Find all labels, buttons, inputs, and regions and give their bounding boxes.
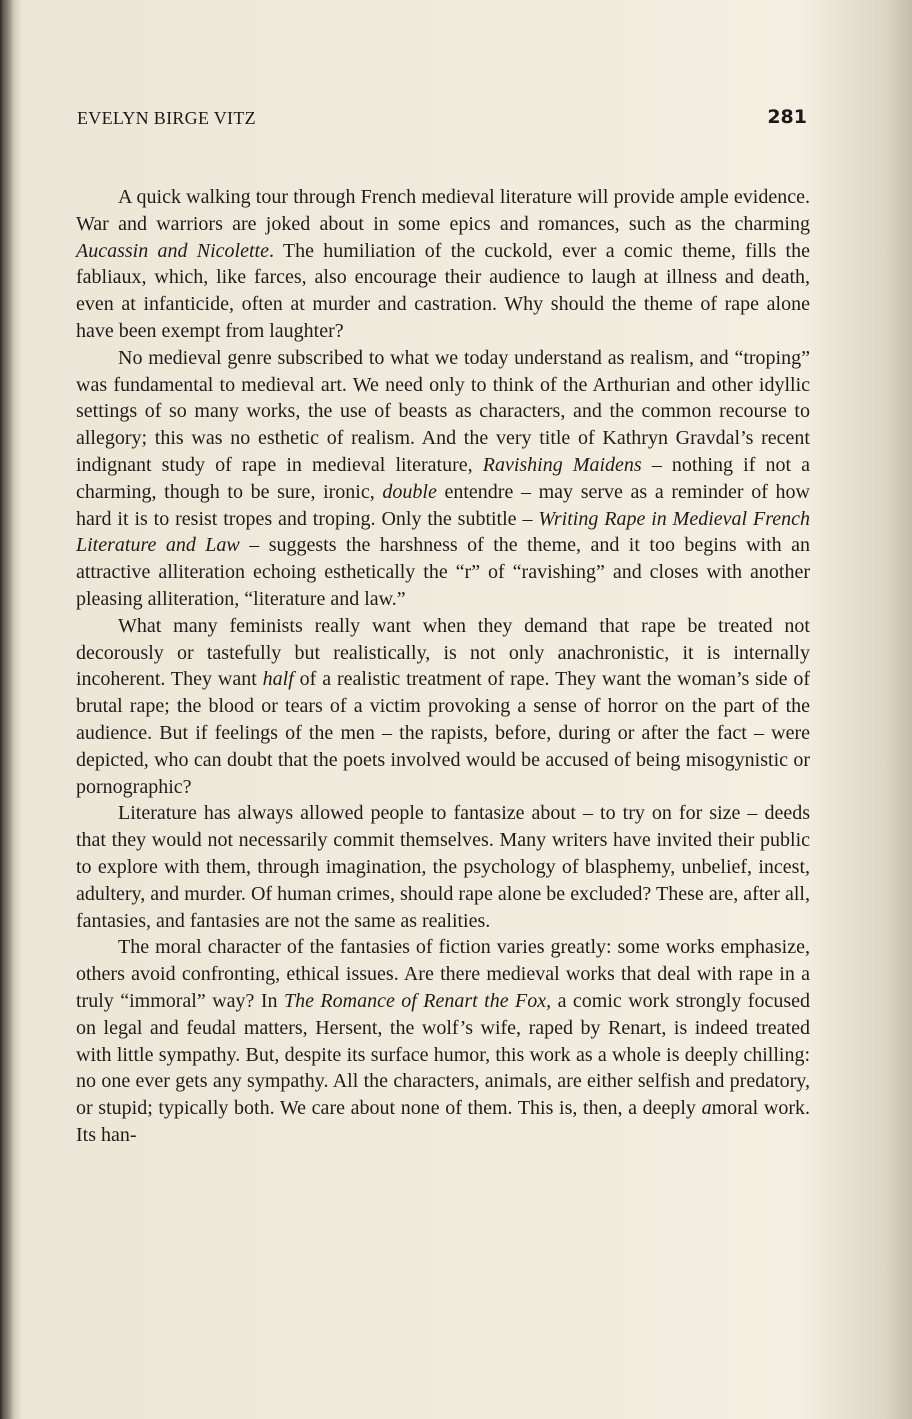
page-header xyxy=(77,108,807,134)
text-run: of a realistic treatment of rape. They want the woman’s side of brutal rape; the blood or tears of a victim provoking a sense of horror on the part of the audience. But if feelings of the men – the rapists, before, during or after the fact – were depicted, who can doubt that the poets involved would be accused of being misogynistic or pornographic? xyxy=(76,668,810,798)
italic-text: Ravishing Maidens xyxy=(482,453,642,476)
text-run: . The humiliation of the cuckold, ever a comic theme, fills the fabliaux, which, like farces, also encourage their audience to laugh at illness and death, even at infanticide, often at murder and castration. Why should the theme of rape alone have been exempt from laughter? xyxy=(76,239,810,342)
text-run: No medieval genre subscribed to what we today understand as realism, and “troping” was fundamental to medieval art. We need only to think of the Arthurian and other idyllic settings of so many works, the use of beasts as characters, and the common recourse to allegory; this was no esthetic of realism. And the very title of Kathryn Gravdal’s recent indignant study of rape in medieval literature, xyxy=(76,346,810,476)
binding-gutter-shadow xyxy=(0,0,14,1419)
text-run: entendre – may serve as a reminder of how hard it is to resist tropes and troping. Only the subtitle – xyxy=(76,480,810,530)
italic-text: double xyxy=(382,480,437,503)
text-run: – suggests the harshness of the theme, and it too begins with an attractive alliteration echoing esthetically the “r” of “ravishing” and closes with another pleasing alliteration, “literature and law.” xyxy=(76,534,811,610)
italic-text: Aucassin and Nicolette xyxy=(76,239,269,262)
text-run: a comic work strongly focused on legal and feudal matters, Hersent, the wolf’s wife, raped by Renart, is indeed treated with little sympathy. But, despite its surface humor, this work as a whole is deeply chilling: no one ever gets any sympathy. All the characters, animals, are either selfish and predatory, or stupid; typically both. We care about none of them. This is, then, a deeply xyxy=(76,989,810,1120)
italic-text: a xyxy=(701,1097,712,1120)
running-head: EVELYN BIRGE VITZ xyxy=(77,108,256,128)
text-run: The moral character of the fantasies of fiction varies greatly: some works emphasize, others avoid confronting, ethical issues. Are there medieval works that deal with rape in a truly “immoral” way? In xyxy=(76,936,810,1012)
italic-text: The Romance of Renart the Fox, xyxy=(283,989,552,1012)
italic-text: Writing Rape in Medieval French Literature and Law xyxy=(76,507,810,557)
text-run: What many feminists really want when they demand that rape be treated not decorously or tastefully but realistically, is not only anachronistic, it is internally incoherent. They want xyxy=(76,614,810,691)
paragraph xyxy=(76,345,810,613)
italic-text: half xyxy=(262,668,294,691)
text-run: A quick walking tour through French medieval literature will provide ample evidence. War and warriors are joked about in some epics and romances, such as the charming xyxy=(76,186,810,235)
paragraph xyxy=(76,800,810,934)
page-number: 281 xyxy=(767,106,807,128)
paragraph xyxy=(76,613,810,801)
text-run: Literature has always allowed people to fantasize about – to try on for size – deeds that they would not necessarily commit themselves. Many writers have invited their public to explore with them, through imagination, the psychology of blasphemy, unbelief, incest, adultery, and murder. Of human crimes, should rape alone be excluded? These are, after all, fantasies, and fantasies are not the same as realities. xyxy=(76,802,810,932)
body-text xyxy=(76,184,810,1149)
text-run: – nothing if not a charming, though to be sure, ironic, xyxy=(76,453,811,503)
paragraph xyxy=(76,934,810,1148)
paragraph xyxy=(76,184,810,345)
text-run: moral work. Its han- xyxy=(76,1097,810,1146)
